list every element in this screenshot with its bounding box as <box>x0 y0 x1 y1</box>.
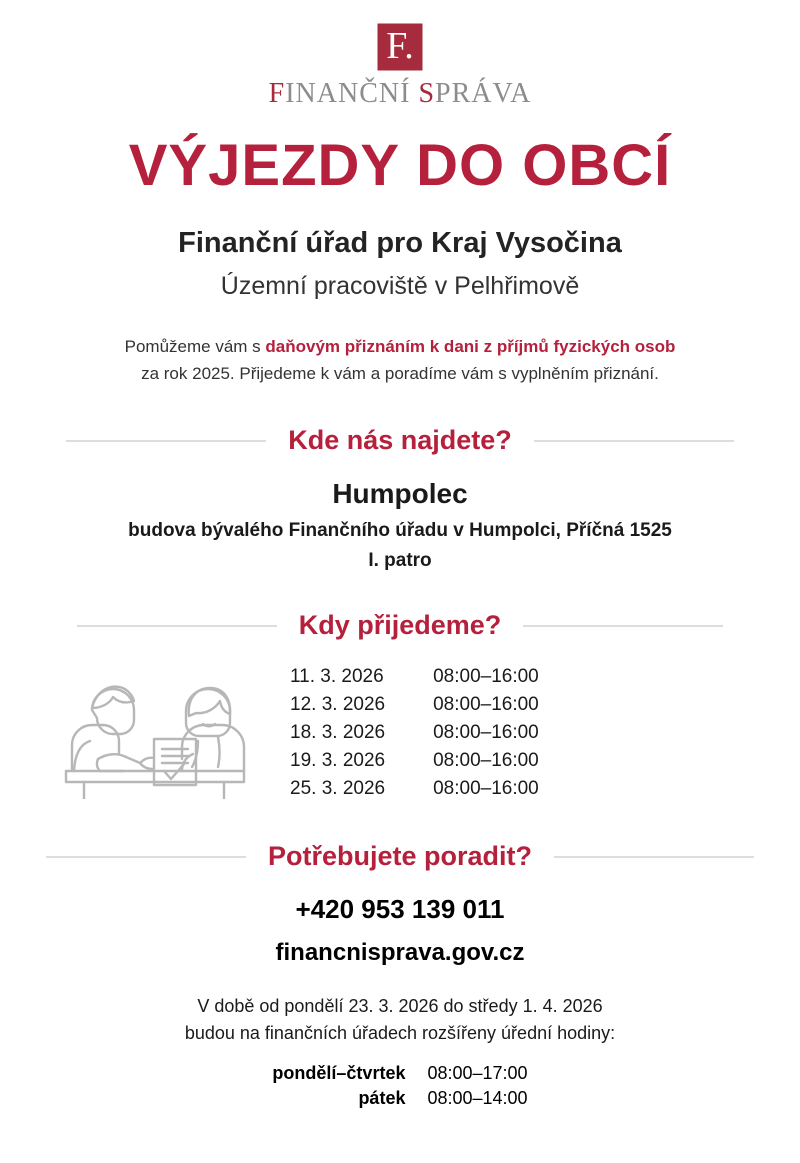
divider-left <box>77 625 277 627</box>
office-hours-table-body <box>272 1061 527 1111</box>
financni-sprava-logo <box>0 0 800 110</box>
page-title: VÝJEZDY DO OBCÍ <box>128 133 672 198</box>
table-row <box>290 663 539 691</box>
table-row <box>290 775 539 803</box>
divider-left <box>46 856 246 858</box>
location-address: budova bývalého Finančního úřadu v Humpolci, Příčná 1525 <box>128 520 672 542</box>
logo-wordmark-part-prava: PRÁVA <box>435 78 532 109</box>
section-heading-when <box>0 610 800 641</box>
table-row <box>290 747 539 775</box>
logo-mark-letter: F. <box>386 25 414 67</box>
schedule-date: 19. 3. 2026 <box>290 750 386 772</box>
divider-right <box>523 625 723 627</box>
divider-right <box>554 856 754 858</box>
divider-right <box>534 440 734 442</box>
logo-wordmark-part-inancni: INANČNÍ <box>285 78 419 109</box>
office-title: Finanční úřad pro Kraj Vysočina <box>178 226 622 259</box>
section-label-when: Kdy přijedeme? <box>298 610 502 641</box>
schedule-time: 08:00–16:00 <box>433 750 539 772</box>
section-label-where: Kde nás najdete? <box>288 425 512 456</box>
schedule-table <box>290 663 539 803</box>
office-hours-day: pátek <box>358 1088 406 1109</box>
schedule-date: 25. 3. 2026 <box>290 778 386 800</box>
schedule-table-body <box>290 663 539 803</box>
schedule-date: 18. 3. 2026 <box>290 722 386 744</box>
contact-website[interactable]: financnisprava.gov.cz <box>275 939 525 967</box>
office-hours-table <box>272 1061 527 1111</box>
contact-phone[interactable]: +420 953 139 011 <box>295 894 505 925</box>
schedule-time: 08:00–16:00 <box>433 722 539 744</box>
table-row <box>272 1086 527 1111</box>
schedule-section <box>0 663 800 803</box>
extended-hours-note-line1: V době od pondělí 23. 3. 2026 do středy 1. 4. 2026 <box>197 996 603 1017</box>
location-city: Humpolec <box>332 478 468 510</box>
section-heading-advice <box>0 841 800 872</box>
intro-line1-prefix: Pomůžeme vám s <box>124 336 266 356</box>
intro-line2: za rok 2025. Přijedeme k vám a poradíme vám s vyplněním přiznání. <box>141 364 659 384</box>
table-row <box>290 691 539 719</box>
logo-wordmark-part-s: S <box>418 78 436 109</box>
table-row <box>290 719 539 747</box>
section-heading-where <box>0 425 800 456</box>
office-hours-time: 08:00–14:00 <box>427 1088 528 1109</box>
office-hours-time: 08:00–17:00 <box>427 1063 528 1084</box>
extended-hours-note-line2: budou na finančních úřadech rozšířeny úřední hodiny: <box>184 1023 616 1044</box>
consultation-illustration-icon <box>58 667 258 799</box>
office-branch: Územní pracoviště v Pelhřimově <box>220 271 580 300</box>
schedule-date: 11. 3. 2026 <box>290 666 384 688</box>
logo-wordmark <box>269 78 532 110</box>
location-floor: I. patro <box>368 550 432 572</box>
schedule-time: 08:00–16:00 <box>433 666 539 688</box>
extended-hours-note <box>0 993 800 1047</box>
intro-paragraph <box>0 333 800 387</box>
divider-left <box>66 440 266 442</box>
schedule-time: 08:00–16:00 <box>433 778 539 800</box>
logo-wordmark-part-f: F <box>268 78 286 109</box>
schedule-date: 12. 3. 2026 <box>290 694 386 716</box>
office-hours-day: pondělí–čtvrtek <box>272 1063 406 1084</box>
intro-line1-highlight: daňovým přiznáním k dani z příjmů fyzických osob <box>265 336 676 356</box>
section-label-advice: Potřebujete poradit? <box>267 841 532 872</box>
logo-mark-square <box>376 22 424 72</box>
table-row <box>272 1061 527 1086</box>
schedule-time: 08:00–16:00 <box>433 694 539 716</box>
